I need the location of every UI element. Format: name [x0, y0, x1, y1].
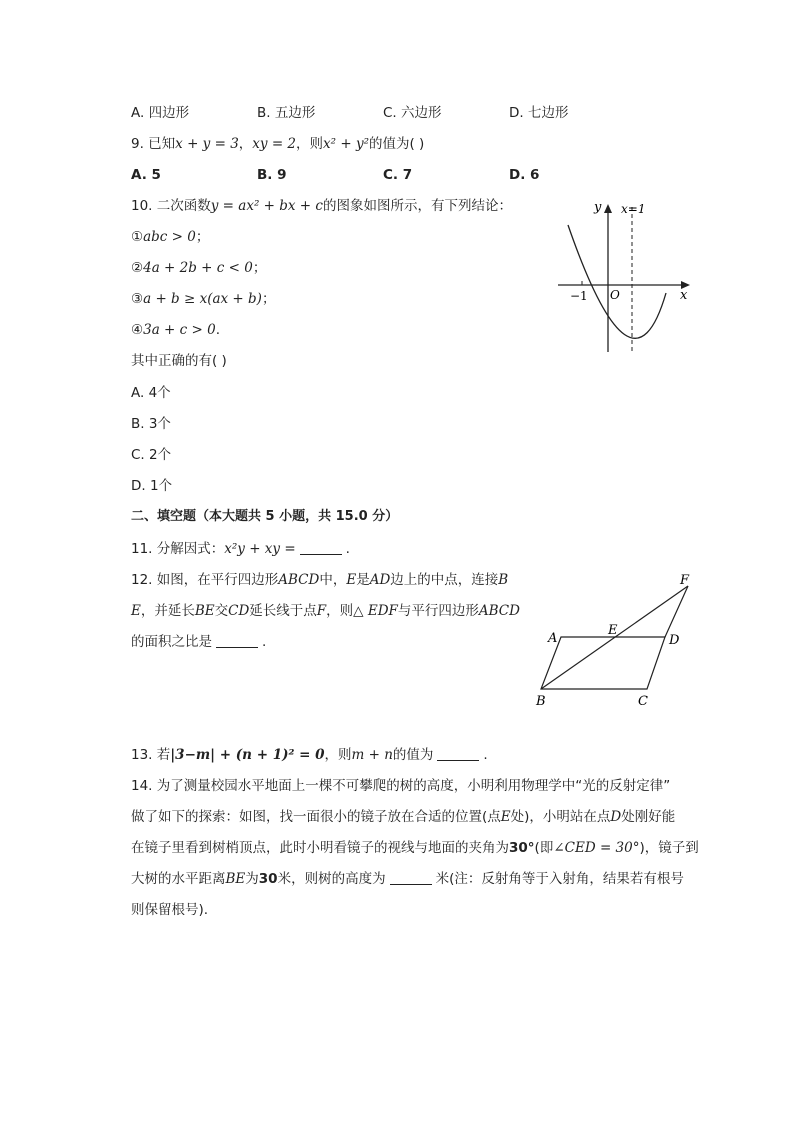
- y-axis-arrow: [604, 204, 612, 213]
- q9-option-d: D. 6: [509, 167, 540, 183]
- q10-conclusion-4: ④3a + c > 0.: [131, 322, 220, 338]
- section-2-title: 二、填空题（本大题共 5 小题，共 15.0 分）: [131, 509, 399, 524]
- q10-conclusion-1: ①abc > 0；: [131, 229, 210, 245]
- q8-option-c: C. 六边形: [383, 105, 442, 121]
- q9-option-b: B. 9: [257, 167, 287, 183]
- q12-line-2: E，并延长BE交CD延长线于点F，则△ EDF与平行四边形ABCD: [131, 603, 520, 619]
- parallelogram-abcd: [541, 637, 665, 689]
- q8-option-a: A. 四边形: [131, 105, 190, 121]
- point-d-label: D: [669, 633, 680, 648]
- q12-answer-blank[interactable]: [216, 633, 258, 648]
- q12-line-1: 12. 如图，在平行四边形ABCD中，E是AD边上的中点，连接B: [131, 572, 509, 588]
- q10-option-a: A. 4个: [131, 385, 171, 401]
- q9-stem: 9. 已知x + y = 3，xy = 2，则x² + y²的值为( ): [131, 136, 425, 152]
- q11-answer-blank[interactable]: [300, 540, 342, 555]
- q10-option-d: D. 1个: [131, 478, 173, 494]
- q10-conclusion-2: ②4a + 2b + c < 0；: [131, 260, 267, 276]
- y-axis-label: y: [594, 200, 602, 215]
- q10-stem: 10. 二次函数y = ax² + bx + c的图象如图所示，有下列结论：: [131, 198, 512, 214]
- q14-line-3: 在镜子里看到树梢顶点，此时小明看镜子的视线与地面的夹角为30°(即∠CED = 30°)，镜子到: [131, 840, 699, 856]
- point-e-label: E: [608, 623, 618, 638]
- x-axis-label: x: [680, 288, 688, 303]
- q14-answer-blank[interactable]: [390, 870, 432, 885]
- q12-parallelogram-figure: [530, 570, 700, 715]
- point-a-label: A: [548, 631, 558, 646]
- q11-stem: 11. 分解因式：x²y + xy = .: [131, 541, 350, 557]
- minus-one-label: −1: [570, 289, 588, 303]
- point-b-label: B: [536, 694, 546, 709]
- q14-line-1: 14. 为了测量校园水平地面上一棵不可攀爬的树的高度，小明利用物理学中“光的反射定律”: [131, 778, 671, 794]
- symmetry-axis-label: x=1: [621, 202, 646, 216]
- q14-line-4: 大树的水平距离BE为30米，则树的高度为 米(注：反射角等于入射角，结果若有根号: [131, 871, 684, 887]
- q9-option-c: C. 7: [383, 167, 413, 183]
- q9-option-a: A. 5: [131, 167, 161, 183]
- point-c-label: C: [638, 694, 648, 709]
- q10-question: 其中正确的有( ): [131, 353, 227, 369]
- q14-line-5: 则保留根号).: [131, 902, 209, 918]
- q8-option-b: B. 五边形: [257, 105, 316, 121]
- q10-parabola-graph: [550, 195, 700, 360]
- q8-option-d: D. 七边形: [509, 105, 569, 121]
- q13-answer-blank[interactable]: [437, 746, 479, 761]
- q14-line-2: 做了如下的探索：如图，找一面很小的镜子放在合适的位置(点E处)，小明站在点D处刚好能: [131, 809, 676, 825]
- origin-label: O: [610, 288, 620, 302]
- q10-conclusion-3: ③a + b ≥ x(ax + b)；: [131, 291, 276, 307]
- q12-line-3: 的面积之比是 .: [131, 634, 267, 650]
- point-f-label: F: [680, 573, 690, 588]
- parabola-curve: [568, 225, 666, 338]
- q13-stem: 13. 若|3−m| + (n + 1)² = 0，则m + n的值为 .: [131, 747, 488, 763]
- q10-option-b: B. 3个: [131, 416, 171, 432]
- q10-option-c: C. 2个: [131, 447, 172, 463]
